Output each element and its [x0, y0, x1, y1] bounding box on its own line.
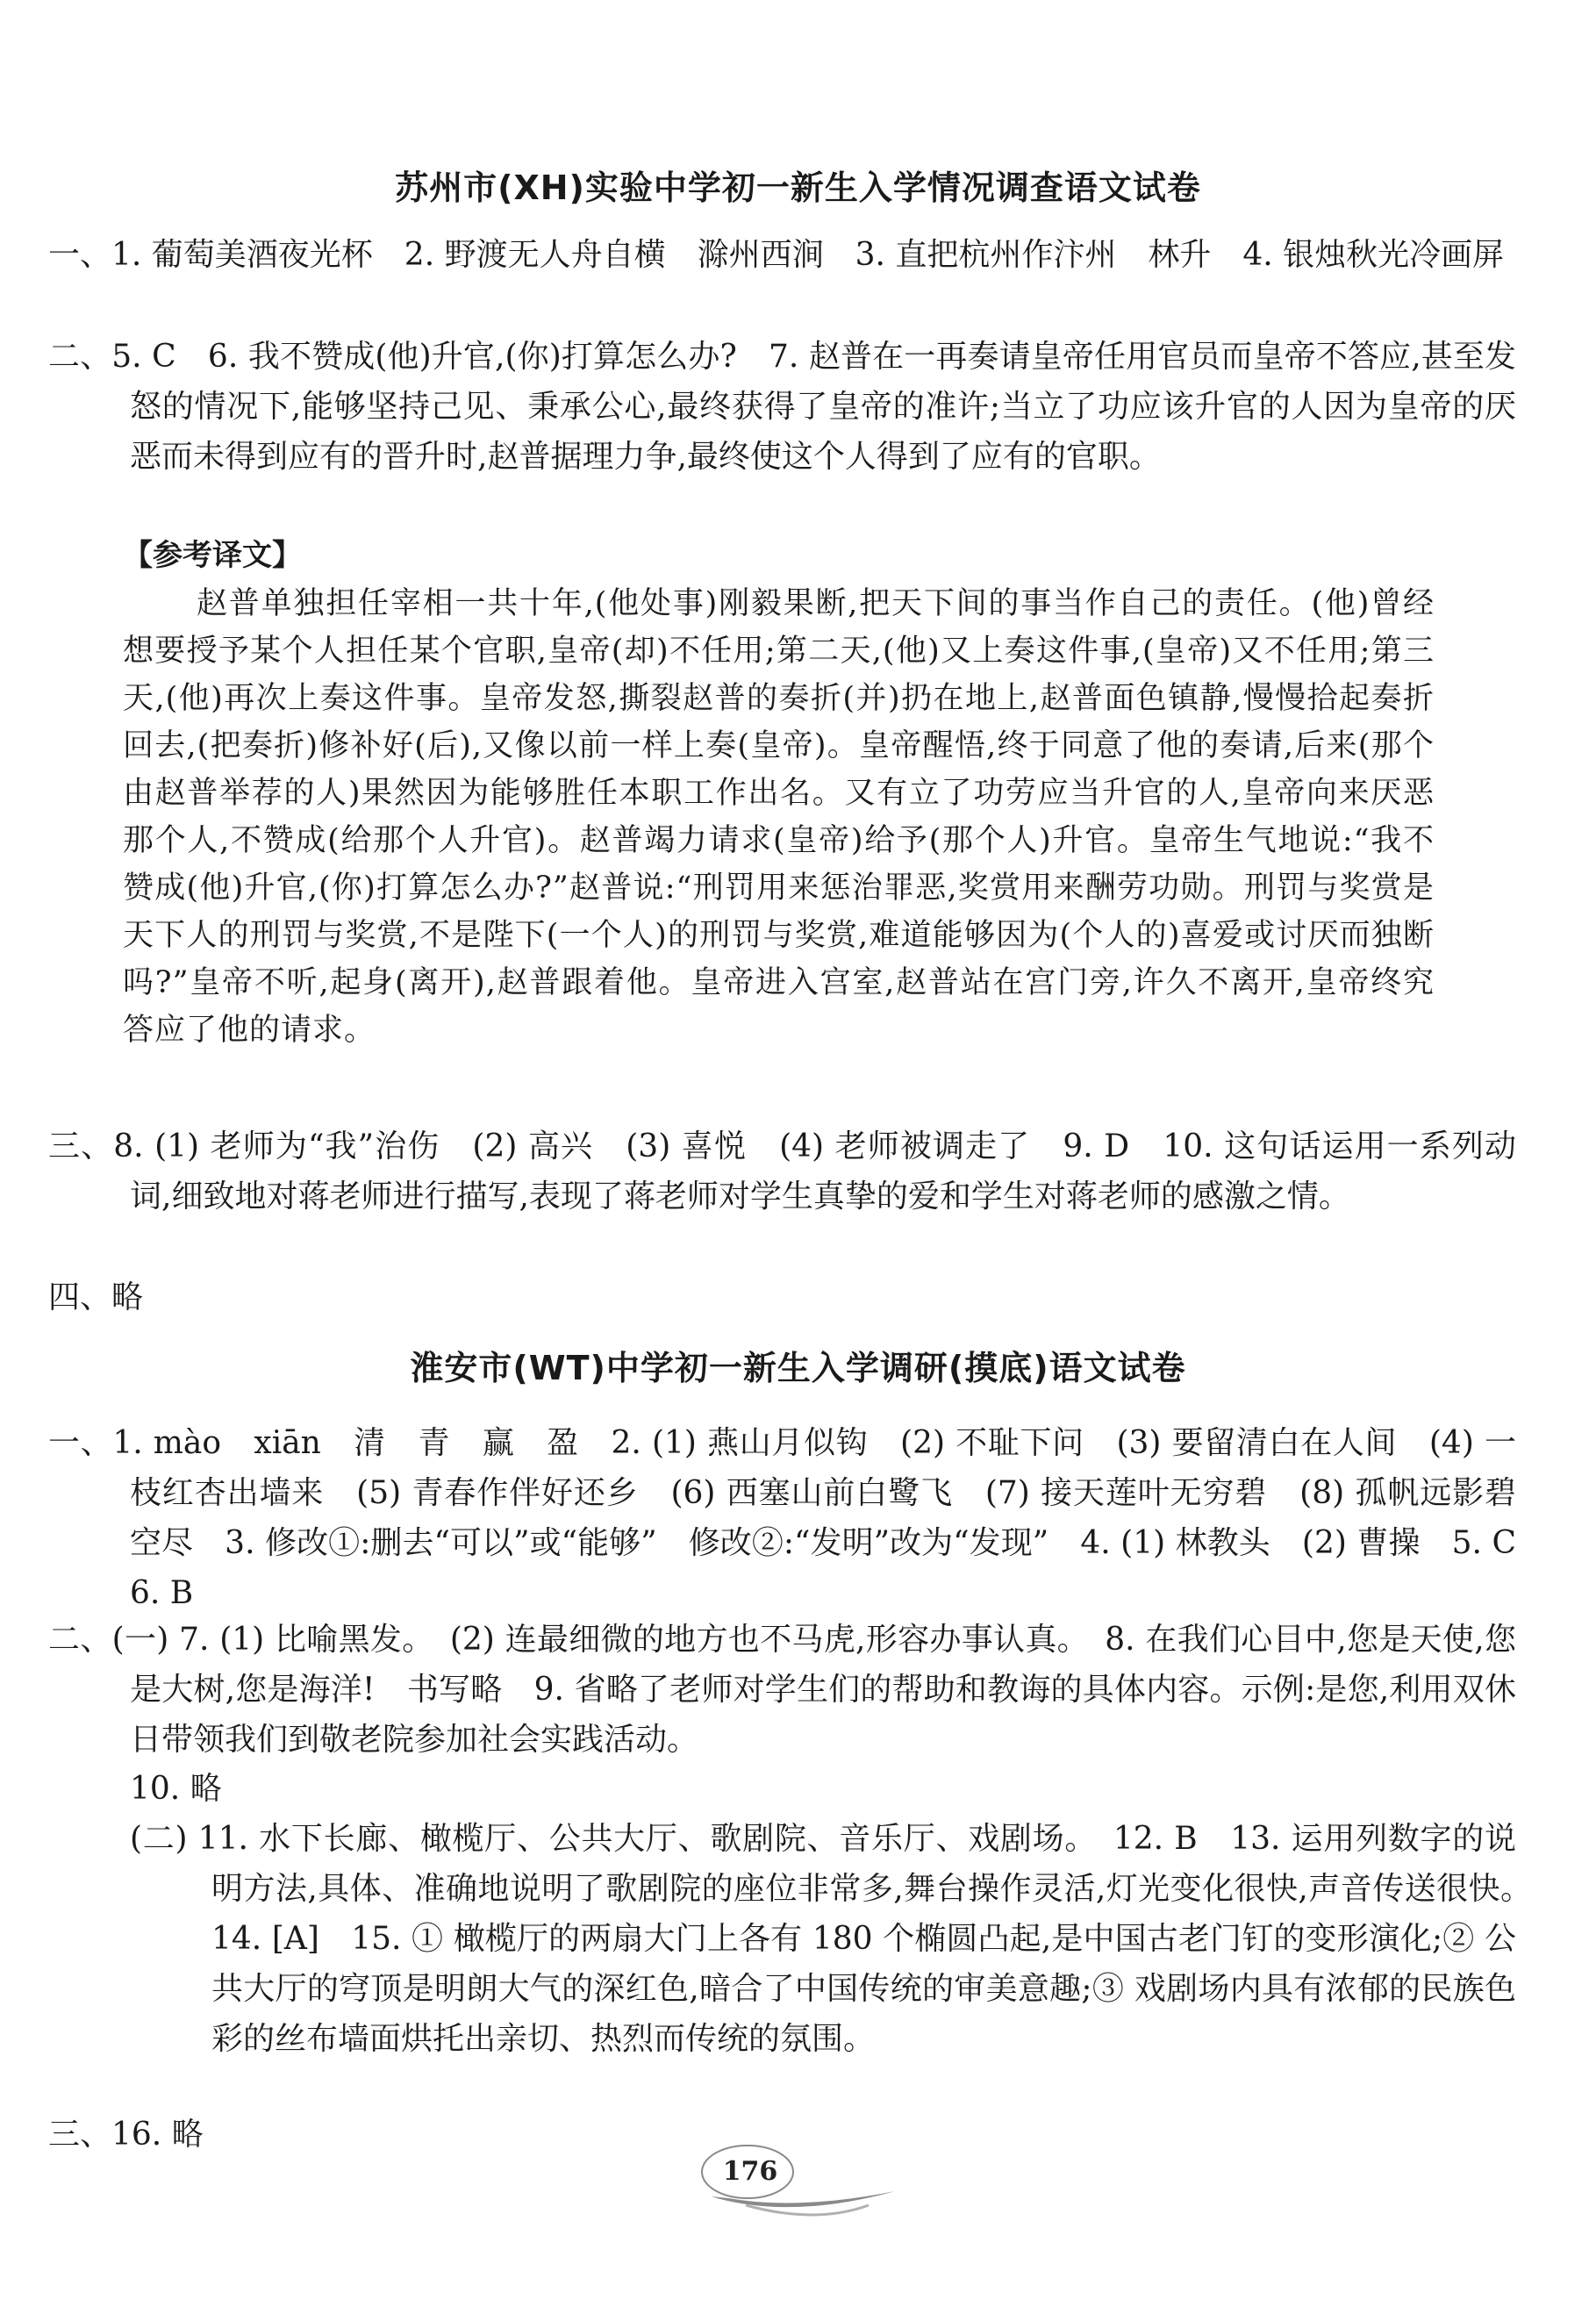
section1-part3: 三、8. (1) 老师为“我”治伤 (2) 高兴 (3) 喜悦 (4) 老师被调走了 9. D 10. 这句话运用一系列动词,细致地对蒋老师进行描写,表现了蒋老师对学生真挚的爱和学生对蒋老师的感激之情。	[48, 1128, 1516, 1214]
section1-part1: 一、1. 葡萄美酒夜光杯 2. 野渡无人舟自横 滁州西涧 3. 直把杭州作汴州 林升 4. 银烛秋光冷画屏	[48, 237, 1505, 273]
section2-part2-a-end: 10. 略	[130, 1771, 222, 1807]
section1-part4: 四、略	[48, 1279, 144, 1315]
section1-part2: 二、5. C 6. 我不赞成(他)升官,(你)打算怎么办? 7. 赵普在一再奏请皇帝任用官员而皇帝不答应,甚至发怒的情况下,能够坚持己见、秉承公心,最终获得了皇帝的准许;当立了功应该升官的人因为皇帝的厌恶而未得到应有的晋升时,赵普据理力争,最终使这个人得到了应有的官职。	[48, 339, 1516, 475]
section2-part3: 三、16. 略	[48, 2117, 204, 2153]
section2-title: 淮安市(WT)中学初一新生入学调研(摸底)语文试卷	[410, 1349, 1186, 1387]
section2-part1: 一、1. mào xiān 清 青 赢 盈 2. (1) 燕山月似钩 (2) 不耻下问 (3) 要留清白在人间 (4) 一枝红杏出墙来 (5) 青春作伴好还乡 (6) 西塞山前白鹭飞 (7) 接天莲叶无穷碧 (8) 孤帆远影碧空尽 3. 修改①:删去“可以”或“能够” 修改②:“发明”改为“发现” 4. (1) 林教头 (2) 曹操 5. C 6. B	[48, 1425, 1549, 1611]
page-number	[693, 2137, 904, 2233]
section2-part2-b: (二) 11. 水下长廊、橄榄厅、公共大厅、歌剧院、音乐厅、戏剧场。 12. B 13. 运用列数字的说明方法,具体、准确地说明了歌剧院的座位非常多,舞台操作灵活,灯光变化很快,声音传送很快。 14. [A] 15. ① 橄榄厅的两扇大门上各有 180 个椭圆凸起,是中国古老门钉的变形演化;② 公共大厅的穹顶是明朗大气的深红色,暗合了中国传统的审美意趣;③ 戏剧场内具有浓郁的民族色彩的丝布墙面烘托出亲切、热烈而传统的氛围。	[130, 1821, 1549, 2057]
reference-translation: 赵普单独担任宰相一共十年,(他处事)刚毅果断,把天下间的事当作自己的责任。(他)曾经想要授予某个人担任某个官职,皇帝(却)不任用;第二天,(他)又上奏这件事,(皇帝)又不任用;第三天,(他)再次上奏这件事。皇帝发怒,撕裂赵普的奏折(并)扔在地上,赵普面色镇静,慢慢拾起奏折回去,(把奏折)修补好(后),又像以前一样上奏(皇帝)。皇帝醒悟,终于同意了他的奏请,后来(那个由赵普举荐的人)果然因为能够胜任本职工作出名。又有立了功劳应当升官的人,皇帝向来厌恶那个人,不赞成(给那个人升官)。赵普竭力请求(皇帝)给予(那个人)升官。皇帝生气地说:“我不赞成(他)升官,(你)打算怎么办?”赵普说:“刑罚用来惩治罪恶,奖赏用来酬劳功勋。刑罚与奖赏是天下人的刑罚与奖赏,不是陛下(一个人)的刑罚与奖赏,难道能够因为(个人的)喜爱或讨厌而独断吗?”皇帝不听,起身(离开),赵普跟着他。皇帝进入宫室,赵普站在宫门旁,许久不离开,皇帝终究答应了他的请求。	[123, 586, 1435, 1048]
page-number-label: 176	[722, 2156, 778, 2187]
section2-part2-a: 二、(一) 7. (1) 比喻黑发。 (2) 连最细微的地方也不马虎,形容办事认真。 8. 在我们心目中,您是天使,您是大树,您是海洋! 书写略 9. 省略了老师对学生们的帮助和教诲的具体内容。示例:是您,利用双休日带领我们到敬老院参加社会实践活动。	[48, 1622, 1516, 1758]
section1-title: 苏州市(XH)实验中学初一新生入学情况调查语文试卷	[395, 168, 1201, 207]
translation-heading: 【参考译文】	[123, 538, 302, 573]
